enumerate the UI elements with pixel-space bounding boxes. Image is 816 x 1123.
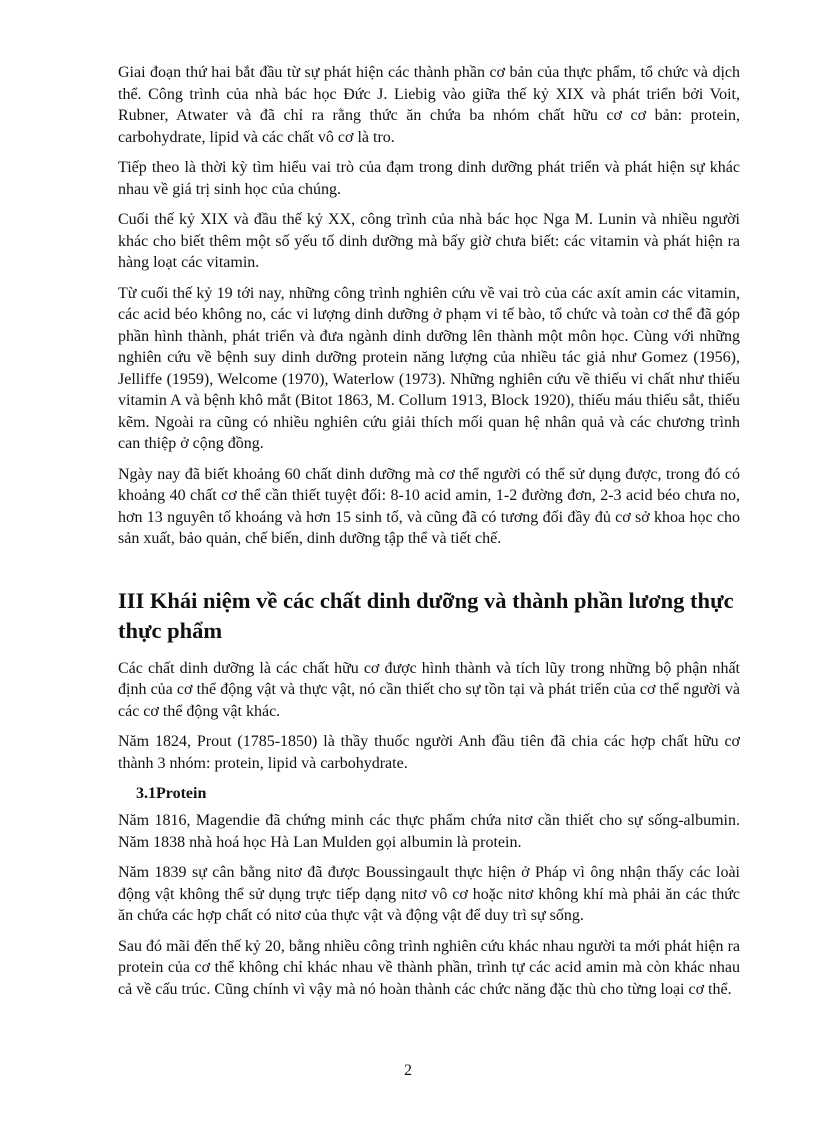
body-paragraph: Tiếp theo là thời kỳ tìm hiểu vai trò của đạm trong dinh dưỡng phát triển và phát hiện sự khác nhau về giá trị sinh học của chúng. xyxy=(118,159,740,198)
body-paragraph: Năm 1816, Magendie đã chứng minh các thực phẩm chứa nitơ cần thiết cho sự sống-albumin. Năm 1838 nhà hoá học Hà Lan Mulden gọi albumin là protein. xyxy=(118,812,740,851)
body-paragraph: Ngày nay đã biết khoảng 60 chất dinh dưỡng mà cơ thể người có thể sử dụng được, trong đó có khoảng 40 chất cơ thể cần thiết tuyệt đối: 8-10 acid amin, 1-2 đường đơn, 2-3 acid béo chưa no, hơn 13 nguyên tố khoáng và hơn 15 sinh tố, và cũng đã có tương đối đầy đủ cơ sở khoa học cho sản xuất, bảo quản, chế biến, dinh dưỡng tập thể và tiết chế. xyxy=(118,465,740,547)
body-paragraph: Các chất dinh dưỡng là các chất hữu cơ được hình thành và tích lũy trong những bộ phận nhất định của cơ thể động vật và thực vật, nó cần thiết cho sự tồn tại và phát triển của cơ thể người và các cơ thể động vật khác. xyxy=(118,659,740,720)
body-paragraph: Từ cuối thế kỷ 19 tới nay, những công trình nghiên cứu về vai trò của các axít amin các vitamin, các acid béo không no, các vi lượng dinh dưỡng ở phạm vi tế bào, tổ chức và toàn cơ thể đã góp phần hình thành, phát triển và đưa ngành dinh dưỡng lên thành một môn học. Cùng với những nghiên cứu về bệnh suy dinh dưỡng protein năng lượng của nhiều tác giả như Gomez (1956), Jelliffe (1959), Welcome (1970), Waterlow (1973). Những nghiên cứu về thiếu vi chất như thiếu vitamin A và bệnh khô mắt (Bitot 1863, M. Collum 1913, Block 1920), thiếu máu thiếu sắt, thiếu kẽm. Ngoài ra cũng có nhiều nghiên cứu giải thích mối quan hệ nhân quả và các chương trình can thiệp ở cộng đồng. xyxy=(118,284,740,452)
body-paragraph: Sau đó mãi đến thế kỷ 20, bằng nhiều công trình nghiên cứu khác nhau người ta mới phát hiện ra protein của cơ thể không chỉ khác nhau về thành phần, trình tự các acid amin mà còn khác nhau cả về cấu trúc. Cũng chính vì vậy mà nó hoàn thành các chức năng đặc thù cho từng loại cơ thể. xyxy=(118,937,740,998)
section-heading: III Khái niệm về các chất dinh dưỡng và thành phần lương thực thực phẩm xyxy=(118,587,734,643)
body-paragraph: Cuối thế kỷ XIX và đầu thế kỷ XX, công trình của nhà bác học Nga M. Lunin và nhiều người khác cho biết thêm một số yếu tố dinh dưỡng mà bấy giờ chưa biết: các vitamin và phát hiện ra hàng loạt các vitamin. xyxy=(118,211,740,271)
body-paragraph: Năm 1824, Prout (1785-1850) là thầy thuốc người Anh đầu tiên đã chia các hợp chất hữu cơ thành 3 nhóm: protein, lipid và carbohydrate. xyxy=(118,733,740,772)
subsection-heading: 3.1Protein xyxy=(136,785,207,802)
document-page xyxy=(118,62,740,1009)
body-paragraph: Giai đoạn thứ hai bắt đầu từ sự phát hiện các thành phần cơ bản của thực phẩm, tổ chức và dịch thể. Công trình của nhà bác học Đức J. Liebig vào giữa thế kỷ XIX và phát triển bởi Voit, Rubner, Atwater và đã chỉ ra rằng thức ăn chứa ba nhóm chất hữu cơ cơ bản: protein, carbohydrate, lipid và các chất vô cơ là tro. xyxy=(118,64,740,146)
page-number: 2 xyxy=(404,1062,412,1079)
body-paragraph: Năm 1839 sự cân bằng nitơ đã được Boussingault thực hiện ở Pháp vì ông nhận thấy các loài động vật không thể sử dụng trực tiếp dạng nitơ vô cơ hoặc nitơ không khí mà phải ăn các thức ăn chứa các hợp chất có nitơ của thực vật và động vật để duy trì sự sống. xyxy=(118,864,740,924)
